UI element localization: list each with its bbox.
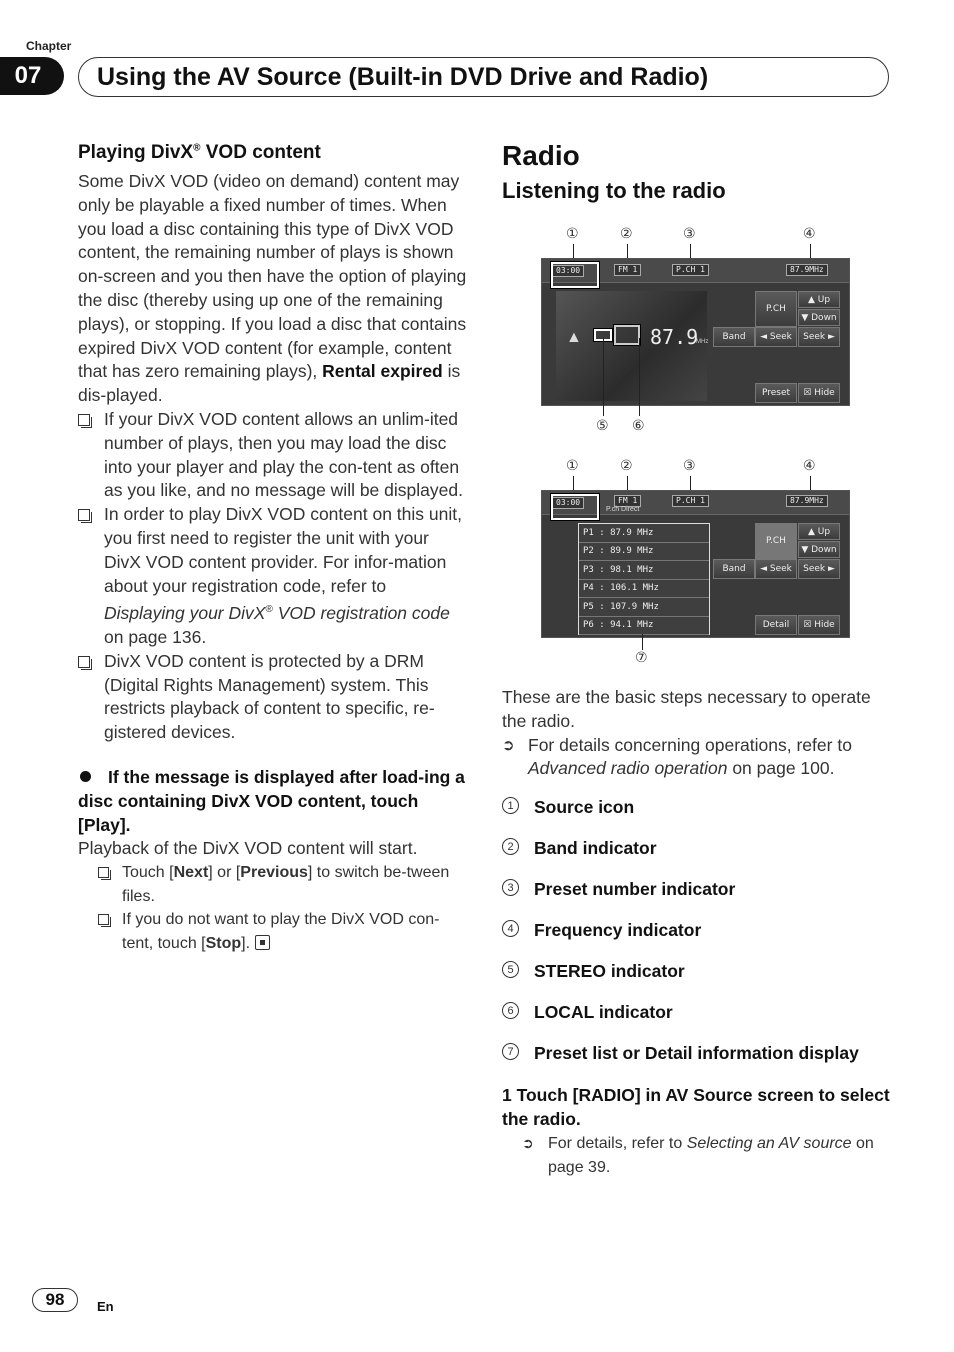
antenna-icon: ▲ — [566, 329, 582, 346]
left-column — [78, 142, 468, 956]
band-button[interactable]: Band — [713, 559, 755, 579]
clock: 03:00 — [552, 265, 584, 277]
preset-button[interactable]: Preset — [755, 383, 797, 403]
subnote-next-previous: Touch [Next] or [Previous] to switch be-tween files. — [78, 861, 468, 909]
clock: 03:00 — [552, 497, 584, 509]
legend-item: 2 Band indicator — [502, 838, 894, 879]
radio-text-section — [502, 686, 894, 1179]
callout-4: ④ — [803, 458, 816, 474]
band-indicator: FM 1 — [614, 495, 641, 507]
preset-item[interactable]: P5 : 107.9 MHz — [579, 598, 709, 617]
radio-display-panel — [556, 291, 707, 401]
legend-item: 6 LOCAL indicator — [502, 1002, 894, 1043]
legend-item: 5 STEREO indicator — [502, 961, 894, 1002]
bullet-heading: If the message is displayed after load-ing a disc containing DivX VOD content, touch [Play]. — [78, 766, 465, 835]
radio-intro: These are the basic steps necessary to operate the radio. — [502, 687, 871, 731]
frequency-indicator: 87.9MHz — [786, 264, 828, 276]
checkbox-bullet-icon — [78, 656, 90, 668]
callout-1: ① — [566, 458, 579, 474]
pch-button[interactable]: P.CH — [755, 523, 797, 559]
page-number: 98 — [32, 1288, 78, 1312]
local-indicator — [614, 325, 640, 345]
callout-6: ⑥ — [632, 418, 645, 434]
preset-number-indicator: P.CH 1 — [672, 495, 709, 507]
band-indicator: FM 1 — [614, 264, 641, 276]
checkbox-bullet-icon — [98, 867, 109, 878]
step-1: 1 Touch [RADIO] in AV Source screen to select the radio. — [502, 1085, 890, 1129]
hide-button[interactable]: ☒ Hide — [798, 383, 840, 403]
legend-list — [502, 797, 894, 1084]
checkbox-bullet-icon — [98, 914, 109, 925]
note-drm: DivX VOD content is protected by a DRM (Digital Rights Management) system. This restricts playback of content to specific, re-gistered devices. — [78, 650, 468, 745]
end-of-section-icon — [255, 935, 270, 950]
note-register: In order to play DivX VOD content on this unit, you first need to register the unit with your DivX VOD content provider. For infor-mation about your registration code, refer to Displaying your DivX® VOD registration code on page 136. — [78, 503, 468, 650]
callout-4: ④ — [803, 226, 816, 242]
preset-item[interactable]: P6 : 94.1 MHz — [579, 617, 709, 636]
note-unlimited: If your DivX VOD content allows an unlim-ited number of plays, then you may load the disc into your player and play the con-tent as often as you like, and no message will be displayed. — [78, 408, 468, 503]
preset-item[interactable]: P1 : 87.9 MHz — [579, 524, 709, 543]
legend-item: 4 Frequency indicator — [502, 920, 894, 961]
right-column — [502, 140, 892, 204]
step-1-reference: ➲ For details, refer to Selecting an AV source on page 39. — [502, 1132, 894, 1180]
seek-back-button[interactable]: ◄ Seek — [755, 559, 797, 579]
callout-3: ③ — [683, 458, 696, 474]
callout-3: ③ — [683, 226, 696, 242]
down-button[interactable]: ▼ Down — [798, 309, 840, 326]
checkbox-bullet-icon — [78, 414, 90, 426]
bullet-dot-icon — [80, 771, 91, 782]
callout-5: ⑤ — [596, 418, 609, 434]
up-button[interactable]: ▲ Up — [798, 523, 840, 540]
mode-label: P.ch Direct — [606, 506, 640, 513]
checkbox-bullet-icon — [78, 509, 90, 521]
callout-2: ② — [620, 226, 633, 242]
legend-item: 3 Preset number indicator — [502, 879, 894, 920]
preset-item[interactable]: P3 : 98.1 MHz — [579, 561, 709, 580]
seek-back-button[interactable]: ◄ Seek — [755, 327, 797, 347]
arrow-icon: ➲ — [522, 1134, 534, 1151]
callout-2: ② — [620, 458, 633, 474]
legend-item: 7 Preset list or Detail information display — [502, 1043, 894, 1084]
hide-button[interactable]: ☒ Hide — [798, 615, 840, 635]
arrow-icon: ➲ — [502, 736, 515, 754]
legend-item: 1 Source icon — [502, 797, 894, 838]
pch-button[interactable]: P.CH — [755, 291, 797, 327]
callout-1: ① — [566, 226, 579, 242]
chapter-number-badge: 07 — [0, 57, 64, 95]
chapter-title: Using the AV Source (Built-in DVD Drive and Radio) — [78, 57, 889, 97]
page-language: En — [97, 1299, 114, 1314]
source-icon-highlight — [551, 494, 599, 520]
preset-item[interactable]: P4 : 106.1 MHz — [579, 580, 709, 599]
preset-item[interactable]: P2 : 89.9 MHz — [579, 543, 709, 562]
subnote-stop: If you do not want to play the DivX VOD con-tent, touch [Stop]. — [78, 908, 468, 956]
source-icon-highlight — [551, 262, 599, 288]
preset-number-indicator: P.CH 1 — [672, 264, 709, 276]
detail-button[interactable]: Detail — [755, 615, 797, 635]
radio-screen-main — [541, 258, 850, 406]
band-button[interactable]: Band — [713, 327, 755, 347]
seek-forward-button[interactable]: Seek ► — [798, 559, 840, 579]
chapter-label: Chapter — [26, 39, 72, 53]
radio-title: Radio — [502, 140, 580, 171]
seek-forward-button[interactable]: Seek ► — [798, 327, 840, 347]
down-button[interactable]: ▼ Down — [798, 541, 840, 558]
radio-screen-preset-list — [541, 490, 850, 638]
preset-list — [578, 523, 710, 635]
listening-subtitle: Listening to the radio — [502, 178, 726, 203]
bullet-text: Playback of the DivX VOD content will start. — [78, 837, 418, 858]
callout-7: ⑦ — [635, 650, 648, 666]
up-button[interactable]: ▲ Up — [798, 291, 840, 308]
divx-heading: Playing DivX® VOD content — [78, 142, 321, 163]
freq-unit: MHz — [696, 339, 709, 345]
big-frequency: 87.9 — [650, 325, 699, 349]
divx-intro: Some DivX VOD (video on demand) content may only be playable a fixed number of times. When you load a disc containing this type of DivX VOD content, the remaining number of plays is shown on-screen and you then have the option of playing the disc (thereby using up one of the remaining plays), or stopping. If you load a disc that contains expired DivX VOD content (for example, content that has zero remaining plays), Rental expired is dis-played. — [78, 171, 467, 406]
frequency-indicator: 87.9MHz — [786, 495, 828, 507]
radio-reference: ➲ For details concerning operations, refer to Advanced radio operation on page 100. — [502, 734, 852, 779]
